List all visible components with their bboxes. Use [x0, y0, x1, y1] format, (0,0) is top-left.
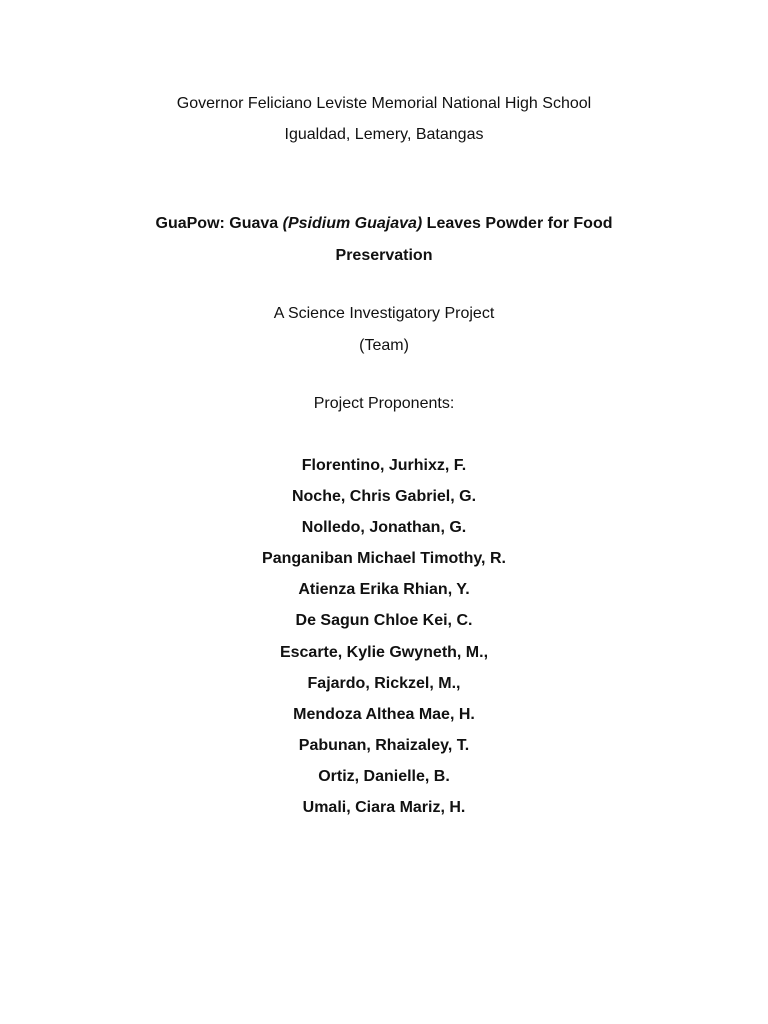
proponent-name: Atienza Erika Rhian, Y. — [298, 581, 470, 598]
title-part1: GuaPow: Guava — [155, 215, 283, 232]
proponent-name: Umali, Ciara Mariz, H. — [302, 799, 466, 816]
project-title-line2: Preservation — [335, 247, 433, 264]
proponent-name: De Sagun Chloe Kei, C. — [295, 612, 473, 629]
proponent-name: Ortiz, Danielle, B. — [318, 768, 450, 785]
project-type: A Science Investigatory Project — [273, 305, 495, 322]
proponent-name: Panganiban Michael Timothy, R. — [262, 550, 506, 567]
project-category: (Team) — [359, 337, 409, 354]
school-name: Governor Feliciano Leviste Memorial National High School — [176, 95, 592, 112]
proponent-name: Nolledo, Jonathan, G. — [301, 519, 467, 536]
proponent-name: Pabunan, Rhaizaley, T. — [298, 737, 470, 754]
school-address: Igualdad, Lemery, Batangas — [284, 126, 484, 143]
project-title-line1 — [0, 214, 768, 234]
title-part3: Leaves Powder for Food — [422, 215, 613, 232]
proponent-name: Noche, Chris Gabriel, G. — [291, 488, 477, 505]
proponents-label: Project Proponents: — [313, 395, 455, 412]
proponent-name: Mendoza Althea Mae, H. — [293, 706, 475, 723]
proponent-name: Fajardo, Rickzel, M., — [307, 675, 461, 692]
proponent-name: Escarte, Kylie Gwyneth, M., — [279, 644, 489, 661]
proponent-name: Florentino, Jurhixz, F. — [301, 457, 467, 474]
title-scientific-name: (Psidium Guajava) — [282, 215, 423, 232]
